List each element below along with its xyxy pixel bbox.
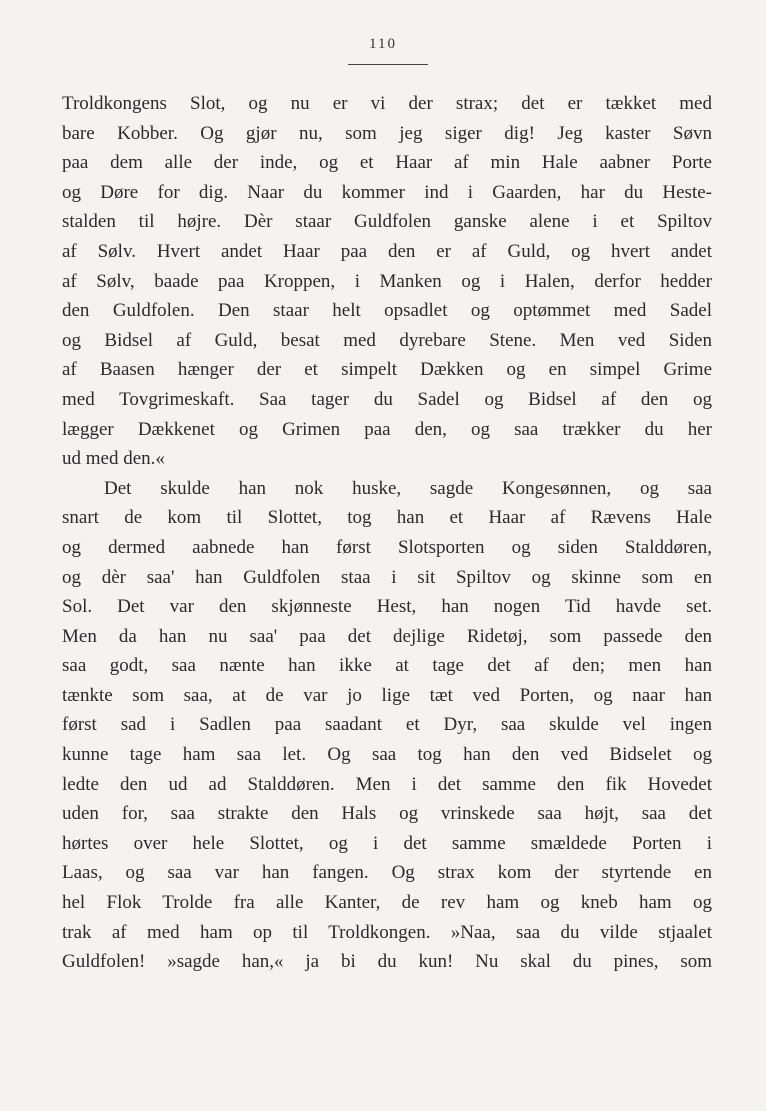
text-line: uden for, saa strakte den Hals og vrinskede saa højt, saa det bbox=[62, 803, 712, 825]
text-line: og Bidsel af Guld, besat med dyrebare Stene. Men ved Siden bbox=[62, 329, 712, 351]
body-text bbox=[62, 89, 712, 977]
text-line: hørtes over hele Slottet, og i det samme smældede Porten i bbox=[62, 832, 712, 854]
text-line: snart de kom til Slottet, tog han et Haar af Rævens Hale bbox=[62, 507, 712, 529]
text-line: af Sølv, baade paa Kroppen, i Manken og i Halen, derfor hedder bbox=[62, 270, 712, 292]
text-line: lægger Dækkenet og Grimen paa den, og saa trækker du her bbox=[62, 418, 712, 440]
paragraph-first-line: Det skulde han nok huske, sagde Kongesønnen, og saa bbox=[104, 477, 712, 499]
text-line: Men da han nu saa' paa det dejlige Ridetøj, som passede den bbox=[62, 625, 712, 647]
text-line: tænkte som saa, at de var jo lige tæt ved Porten, og naar han bbox=[62, 684, 712, 706]
text-line: først sad i Sadlen paa saadant et Dyr, saa skulde vel ingen bbox=[62, 714, 712, 736]
text-line: paa dem alle der inde, og et Haar af min Hale aabner Porte bbox=[62, 152, 712, 174]
text-line: bare Kobber. Og gjør nu, som jeg siger dig! Jeg kaster Søvn bbox=[62, 122, 712, 144]
text-line: af Baasen hænger der et simpelt Dækken og en simpel Grime bbox=[62, 359, 712, 381]
paragraph-end-line: ud med den.« bbox=[62, 448, 165, 470]
text-line: og Døre for dig. Naar du kommer ind i Gaarden, har du Heste- bbox=[62, 181, 712, 203]
text-line: stalden til højre. Dèr staar Guldfolen ganske alene i et Spiltov bbox=[62, 211, 712, 233]
text-line: Guldfolen! »sagde han,« ja bi du kun! Nu skal du pines, som bbox=[62, 951, 712, 973]
text-line: af Sølv. Hvert andet Haar paa den er af Guld, og hvert andet bbox=[62, 240, 712, 262]
text-line: Sol. Det var den skjønneste Hest, han nogen Tid havde set. bbox=[62, 596, 712, 618]
text-line: saa godt, saa nænte han ikke at tage det af den; men han bbox=[62, 655, 712, 677]
text-line: Laas, og saa var han fangen. Og strax kom der styrtende en bbox=[62, 862, 712, 884]
text-line: og dermed aabnede han først Slotsporten og siden Stalddøren, bbox=[62, 536, 712, 558]
text-line: kunne tage ham saa let. Og saa tog han den ved Bidselet og bbox=[62, 744, 712, 766]
text-line: Troldkongens Slot, og nu er vi der strax; det er tækket med bbox=[62, 93, 712, 114]
page-number: 110 bbox=[369, 36, 397, 52]
text-line: med Tovgrimeskaft. Saa tager du Sadel og Bidsel af den og bbox=[62, 388, 712, 410]
page-number-rule bbox=[348, 64, 428, 65]
text-line: den Guldfolen. Den staar helt opsadlet og optømmet med Sadel bbox=[62, 300, 712, 322]
text-line: og dèr saa' han Guldfolen staa i sit Spiltov og skinne som en bbox=[62, 566, 712, 588]
text-line: hel Flok Trolde fra alle Kanter, de rev ham og kneb ham og bbox=[62, 892, 712, 914]
text-line: trak af med ham op til Troldkongen. »Naa, saa du vilde stjaalet bbox=[62, 921, 712, 943]
text-line: ledte den ud ad Stalddøren. Men i det samme den fik Hovedet bbox=[62, 773, 712, 795]
